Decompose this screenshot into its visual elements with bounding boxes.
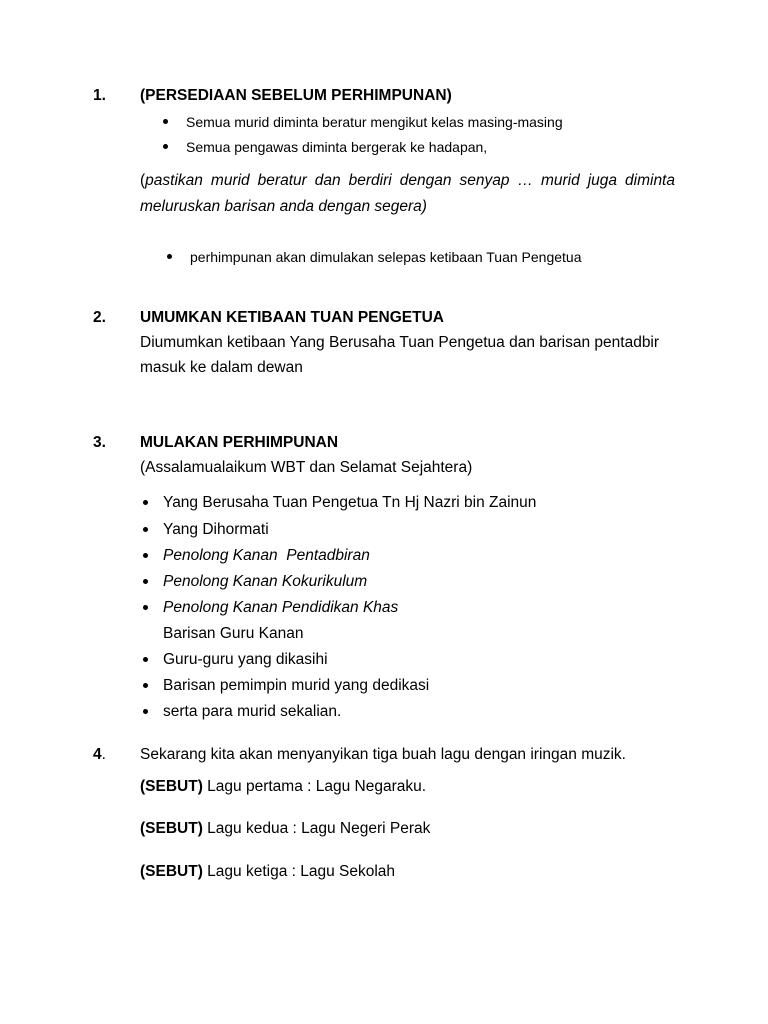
bullet-icon — [143, 657, 148, 662]
section-number-digit: 4 — [93, 746, 102, 763]
song-text: Lagu pertama : Lagu Negaraku. — [207, 778, 427, 795]
bullet-icon — [167, 254, 172, 259]
note-line-1 — [140, 172, 675, 190]
song-cue: (SEBUT) — [140, 863, 203, 880]
section-number — [93, 746, 106, 764]
paragraph-line: masuk ke dalam dewan — [140, 359, 303, 376]
bullet-icon — [143, 683, 148, 688]
bullet-icon — [143, 500, 148, 505]
section-number: 3. — [93, 434, 106, 451]
note-open-paren: ( — [140, 172, 146, 189]
song-cue: (SEBUT) — [140, 778, 203, 795]
paragraph-line: Diumumkan ketibaan Yang Berusaha Tuan Pengetua dan barisan pentadbir — [140, 334, 660, 351]
note-line-2: meluruskan barisan anda dengan segera) — [140, 198, 427, 215]
section-heading: MULAKAN PERHIMPUNAN — [140, 434, 339, 451]
salutation-item: Penolong Kanan Pendidikan Khas — [163, 599, 399, 616]
salutation-item: Penolong Kanan Pentadbiran — [163, 547, 370, 564]
salutation-item: Yang Dihormati — [163, 521, 269, 538]
song-line — [140, 778, 426, 796]
section-intro: Sekarang kita akan menyanyikan tiga buah lagu dengan iringan muzik. — [140, 746, 626, 763]
bullet-icon — [143, 605, 148, 610]
note-text: pastikan murid beratur dan berdiri dengan senyap … murid juga diminta — [145, 172, 675, 189]
bullet-icon — [143, 527, 148, 532]
salutation-item: Guru-guru yang dikasihi — [163, 651, 328, 668]
salutation-item: Barisan Guru Kanan — [163, 625, 304, 642]
section-heading: (PERSEDIAAN SEBELUM PERHIMPUNAN) — [140, 87, 452, 104]
song-text: Lagu ketiga : Lagu Sekolah — [207, 863, 396, 880]
song-line — [140, 863, 395, 881]
bullet-icon — [143, 579, 148, 584]
bullet-icon — [143, 553, 148, 558]
salutation-item: serta para murid sekalian. — [163, 703, 342, 720]
salutation-item: Penolong Kanan Kokurikulum — [163, 573, 368, 590]
section-number: 1. — [93, 87, 106, 104]
greeting: (Assalamualaikum WBT dan Selamat Sejahtera) — [140, 459, 473, 476]
section-number: 2. — [93, 309, 106, 326]
bullet-icon — [163, 144, 168, 149]
song-line — [140, 820, 430, 838]
song-text: Lagu kedua : Lagu Negeri Perak — [207, 820, 431, 837]
list-item: Semua murid diminta beratur mengikut kelas masing-masing — [186, 114, 563, 130]
salutation-item: Barisan pemimpin murid yang dedikasi — [163, 677, 430, 694]
bullet-icon — [143, 709, 148, 714]
section-heading: UMUMKAN KETIBAAN TUAN PENGETUA — [140, 309, 444, 326]
bullet-icon — [163, 119, 168, 124]
list-item: Semua pengawas diminta bergerak ke hadapan, — [186, 139, 488, 155]
section-number-suffix: . — [101, 746, 106, 763]
song-cue: (SEBUT) — [140, 820, 203, 837]
salutation-item: Yang Berusaha Tuan Pengetua Tn Hj Nazri bin Zainun — [163, 494, 537, 511]
list-item: perhimpunan akan dimulakan selepas ketibaan Tuan Pengetua — [190, 249, 582, 265]
